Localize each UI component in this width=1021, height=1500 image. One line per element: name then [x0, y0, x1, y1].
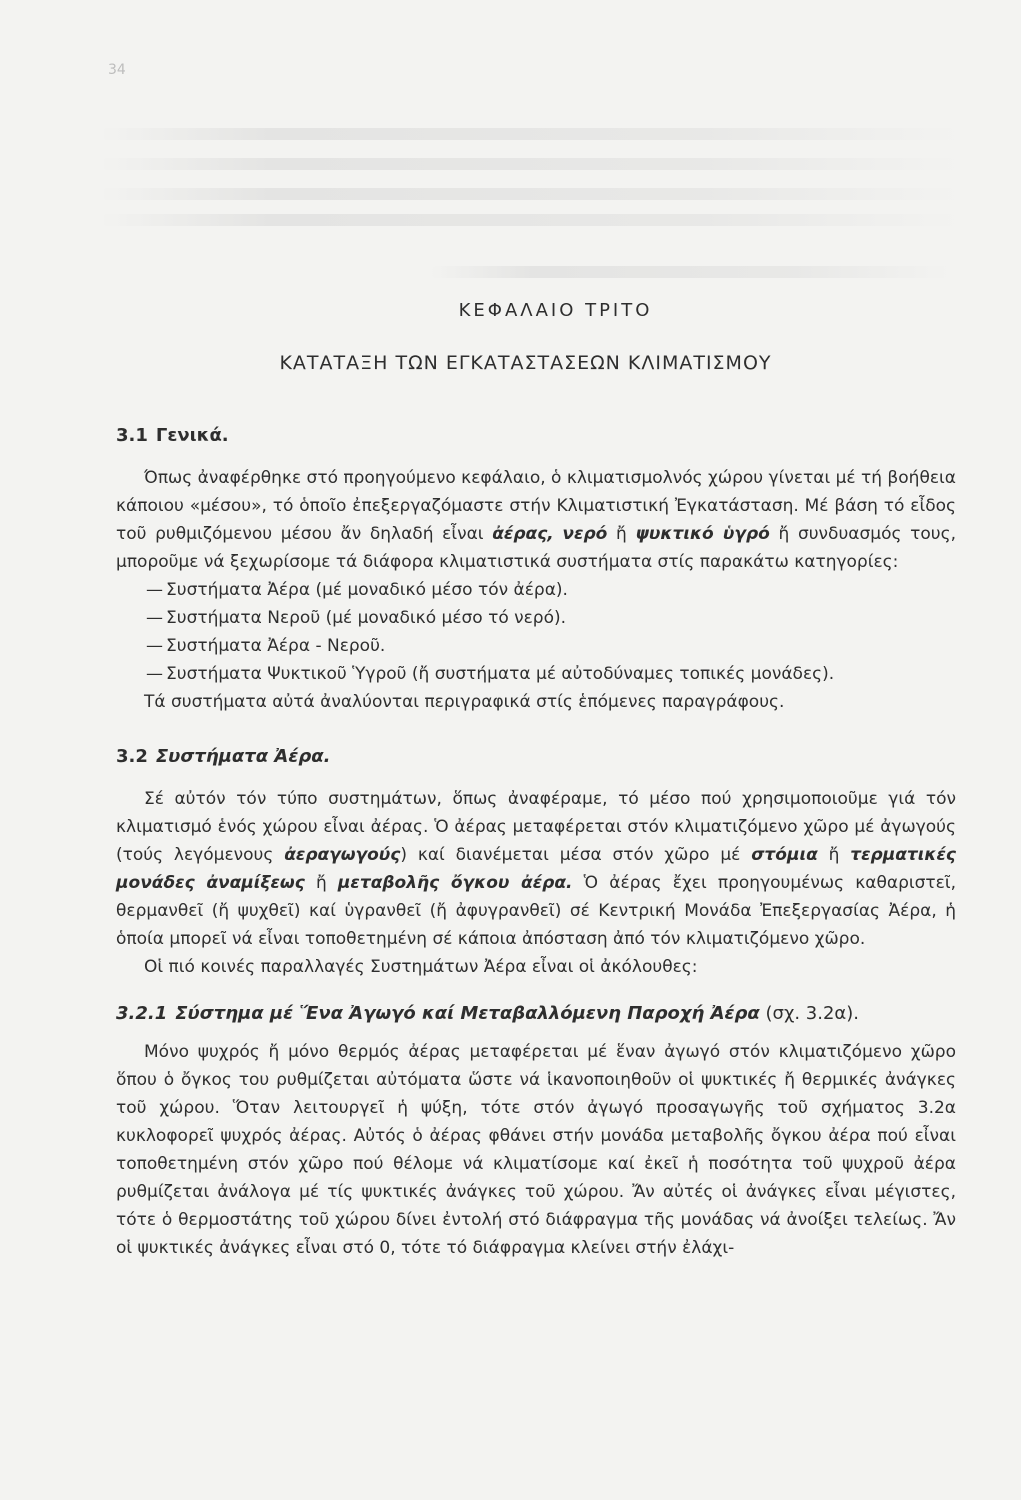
variants-paragraph: Οἱ πιό κοινές παραλλαγές Συστημάτων Ἀέρα εἶναι οἱ ἀκόλουθες:: [144, 957, 698, 977]
list-item: — Συστήματα Ἀέρα - Νεροῦ.: [116, 632, 956, 660]
term-mixing-units: τερματικές μονάδες ἀναμίξεως: [116, 845, 956, 893]
section-single-duct-vav: [116, 1003, 956, 1262]
text-run: ἤ: [817, 845, 851, 865]
section-title: Σύστημα μέ Ἕνα Ἀγωγό καί Μεταβαλλόμενη Παροχή Ἀέρα: [175, 1003, 760, 1024]
show-through-line: [100, 214, 960, 226]
text-run: Σέ αὐτόν τόν τύπο συστημάτων, ὅπως ἀναφέραμε, τό μέσο πού χρησιμοποιοῦμε γιά τόν κλιματισμό ἑνός χώρου εἶναι ἀέρας. Ὁ ἀέρας μεταφέρεται στόν κλιματιζόμενο χῶρο μέ ἀγωγούς (τούς λεγόμενους: [116, 789, 956, 865]
closing-paragraph: Τά συστήματα αὐτά ἀναλύονται περιγραφικά στίς ἑπόμενες παραγράφους.: [144, 692, 785, 712]
show-through-line: [100, 158, 960, 170]
page-number: 34: [108, 62, 126, 78]
term-vav: μεταβολῆς ὄγκου ἀέρα.: [337, 873, 573, 893]
list-item: — Συστήματα Ψυκτικοῦ Ὑγροῦ (ἤ συστήματα μέ αὐτοδύναμες τοπικές μονάδες).: [116, 660, 956, 688]
term-refrigerant: ψυκτικό ὑγρό: [635, 524, 770, 544]
section-general: [116, 425, 956, 716]
air-systems-paragraph: [116, 785, 956, 953]
text-run: ἤ: [304, 873, 338, 893]
system-categories-list: [116, 576, 956, 688]
show-through-line: [100, 128, 960, 140]
text-run: ) καί διανέμεται μέσα στόν χῶρο μέ: [400, 845, 752, 865]
intro-paragraph: [116, 464, 956, 576]
term-ducts: ἀεραγωγούς: [284, 845, 401, 865]
term-water: νερό: [562, 524, 608, 544]
section-number: 3.2.1: [116, 1003, 168, 1024]
section-heading: [116, 425, 956, 446]
list-item: — Συστήματα Νεροῦ (μέ μοναδικό μέσο τό νερό).: [116, 604, 956, 632]
subsection-heading: [116, 1003, 956, 1024]
text-run: Ὁ ἀέρας ἔχει προηγουμένως καθαριστεῖ, θερμανθεῖ (ἤ ψυχθεῖ) καί ὑγρανθεῖ (ἤ ἀφυγρανθεῖ) σέ Κεντρική Μονάδα Ἐπεξεργασίας Ἀέρα, ἡ ὁποία μπορεῖ νά εἶναι τοποθετημένη σέ κάποια ἀπόσταση ἀπό τόν κλιματιζόμενο χῶρο.: [116, 873, 956, 949]
section-number: 3.1: [116, 425, 148, 446]
section-number: 3.2: [116, 746, 148, 767]
term-outlets: στόμια: [751, 845, 818, 865]
single-duct-paragraph: Μόνο ψυχρός ἤ μόνο θερμός ἀέρας μεταφέρεται μέ ἕναν ἀγωγό στόν κλιματιζόμενο χῶρο ὅπου ὁ ὄγκος του ρυθμίζεται αὐτόματα ὥστε νά ἱκανοποιηθοῦν οἱ ψυκτικές ἤ θερμικές ἀνάγκες τοῦ χώρου. Ὅταν λειτουργεῖ ἡ ψύξη, τότε στόν ἀγωγό προσαγωγῆς τοῦ σχήματος 3.2α κυκλοφορεῖ ψυχρός ἀέρας. Αὐτός ὁ ἀέρας φθάνει στήν μονάδα μεταβολῆς ὄγκου ἀέρα πού εἶναι τοποθετημένη στόν χῶρο πού θέλομε νά κλιματίσομε καί ἐκεῖ ἡ ποσότητα τοῦ ψυχροῦ ἀέρα ρυθμίζεται ἀνάλογα μέ τίς ψυκτικές ἀνάγκες τοῦ χώρου. Ἄν αὐτές οἱ ἀνάγκες εἶναι μέγιστες, τότε ὁ θερμοστάτης τοῦ χώρου δίνει ἐντολή στό διάφραγμα τῆς μονάδας νά ἀνοίξει τελείως. Ἄν οἱ ψυκτικές ἀνάγκες εἶναι στό 0, τότε τό διάφραγμα κλείνει στήν ἐλάχι-: [116, 1042, 956, 1258]
section-title: Συστήματα Ἀέρα.: [155, 746, 331, 767]
show-through-line: [430, 266, 950, 278]
text-run: ἤ: [607, 524, 636, 544]
chapter-title: ΚΑΤΑΤΑΞΗ ΤΩΝ ΕΓΚΑΤΑΣΤΑΣΕΩΝ ΚΛΙΜΑΤΙΣΜΟΥ: [279, 352, 772, 374]
text-run: ἤ συνδυασμός τους, μποροῦμε νά ξεχωρίσομε τά διάφορα κλιματιστικά συστήματα στίς παρακάτω κατηγορίες:: [116, 524, 956, 572]
figure-reference: (σχ. 3.2α).: [759, 1003, 860, 1024]
list-item: — Συστήματα Ἀέρα (μέ μοναδικό μέσο τόν ἀέρα).: [116, 576, 956, 604]
text-run: Όπως ἀναφέρθηκε στό προηγούμενο κεφάλαιο, ὁ κλιματισμολνός χώρου γίνεται μέ τή βοήθεια κάποιου «μέσου», τό ὁποῖο ἐπεξεργαζόμαστε στήν Κλιματιστική Ἐγκατάσταση. Μέ βάση τό εἶδος τοῦ ρυθμιζόμενου μέσου ἄν δηλαδή εἶναι: [116, 468, 956, 544]
show-through-line: [100, 188, 960, 200]
page-body: [116, 425, 956, 1262]
chapter-label: ΚΕΦΑΛΑΙΟ ΤΡΙΤΟ: [458, 300, 653, 321]
section-title: Γενικά.: [155, 425, 229, 446]
section-air-systems: [116, 746, 956, 981]
term-air: ἀέρας,: [492, 524, 554, 544]
section-heading: [116, 746, 956, 767]
